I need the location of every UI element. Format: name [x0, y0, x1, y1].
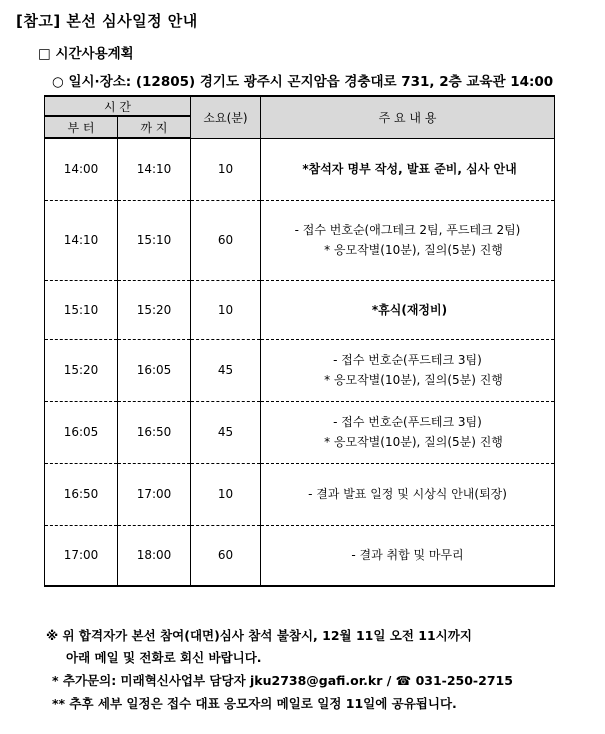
cell-content — [261, 138, 555, 200]
cell-duration: 10 — [191, 280, 261, 339]
header-duration: 소요(분) — [191, 96, 261, 138]
cell-content — [261, 463, 555, 525]
cell-content — [261, 280, 555, 339]
cell-from: 14:10 — [45, 200, 118, 280]
cell-from: 15:20 — [45, 339, 118, 401]
table-row — [45, 280, 555, 339]
content-line: - 결과 발표 일정 및 시상식 안내(퇴장) — [308, 487, 507, 501]
cell-duration: 45 — [191, 339, 261, 401]
cell-from: 17:00 — [45, 525, 118, 586]
content-line: - 접수 번호순(푸드테크 3팀) — [333, 353, 482, 367]
cell-duration: 45 — [191, 401, 261, 463]
footer-notice: ※ 위 합격자가 본선 참여(대면)심사 참석 불참시, 12월 11일 오전 11시까지 — [46, 628, 472, 643]
content-subline: * 응모작별(10분), 질의(5분) 진행 — [324, 435, 503, 449]
table-row — [45, 138, 555, 200]
content-line: *휴식(재정비) — [371, 302, 448, 317]
table-row — [45, 200, 555, 280]
footer-schedule-note: ** 추후 세부 일정은 접수 대표 응모자의 메일로 일정 11일에 공유됩니다. — [52, 696, 457, 711]
cell-content — [261, 401, 555, 463]
table-row — [45, 401, 555, 463]
venue-line: ○ 일시·장소: (12805) 경기도 광주시 곤지암읍 경충대로 731, 2층 교육관 14:00 — [52, 74, 554, 90]
cell-from: 15:10 — [45, 280, 118, 339]
cell-to: 14:10 — [118, 138, 191, 200]
cell-to: 16:05 — [118, 339, 191, 401]
header-from: 부 터 — [45, 116, 118, 138]
content-subline: * 응모작별(10분), 질의(5분) 진행 — [324, 243, 503, 257]
content-line: - 접수 번호순(푸드테크 3팀) — [333, 415, 482, 429]
table-row — [45, 339, 555, 401]
cell-to: 17:00 — [118, 463, 191, 525]
cell-from: 16:05 — [45, 401, 118, 463]
content-line: - 접수 번호순(애그테크 2팀, 푸드테크 2팀) — [294, 223, 521, 237]
cell-from: 14:00 — [45, 138, 118, 200]
cell-to: 18:00 — [118, 525, 191, 586]
cell-from: 16:50 — [45, 463, 118, 525]
content-subline: * 응모작별(10분), 질의(5분) 진행 — [324, 373, 503, 387]
cell-duration: 10 — [191, 138, 261, 200]
footer-notice-cont: 아래 메일 및 전화로 회신 바랍니다. — [66, 650, 262, 665]
footer-contact: * 추가문의: 미래혁신사업부 담당자 jku2738@gafi.or.kr / ☎ 031-250-2715 — [52, 673, 513, 688]
table-row — [45, 525, 555, 586]
cell-duration: 60 — [191, 525, 261, 586]
cell-to: 15:10 — [118, 200, 191, 280]
header-to: 까 지 — [118, 116, 191, 138]
header-time: 시 간 — [45, 96, 191, 116]
cell-content — [261, 339, 555, 401]
cell-content — [261, 525, 555, 586]
cell-to: 16:50 — [118, 401, 191, 463]
cell-content — [261, 200, 555, 280]
section-heading: □ 시간사용계획 — [38, 46, 134, 62]
cell-to: 15:20 — [118, 280, 191, 339]
cell-duration: 10 — [191, 463, 261, 525]
content-line: - 결과 취합 및 마무리 — [351, 548, 464, 563]
cell-duration: 60 — [191, 200, 261, 280]
header-content: 주 요 내 용 — [261, 96, 555, 138]
table-row — [45, 463, 555, 525]
schedule-table — [44, 95, 555, 587]
content-line: *참석자 명부 작성, 발표 준비, 심사 안내 — [302, 162, 517, 176]
document-title: [참고] 본선 심사일정 안내 — [16, 12, 198, 30]
